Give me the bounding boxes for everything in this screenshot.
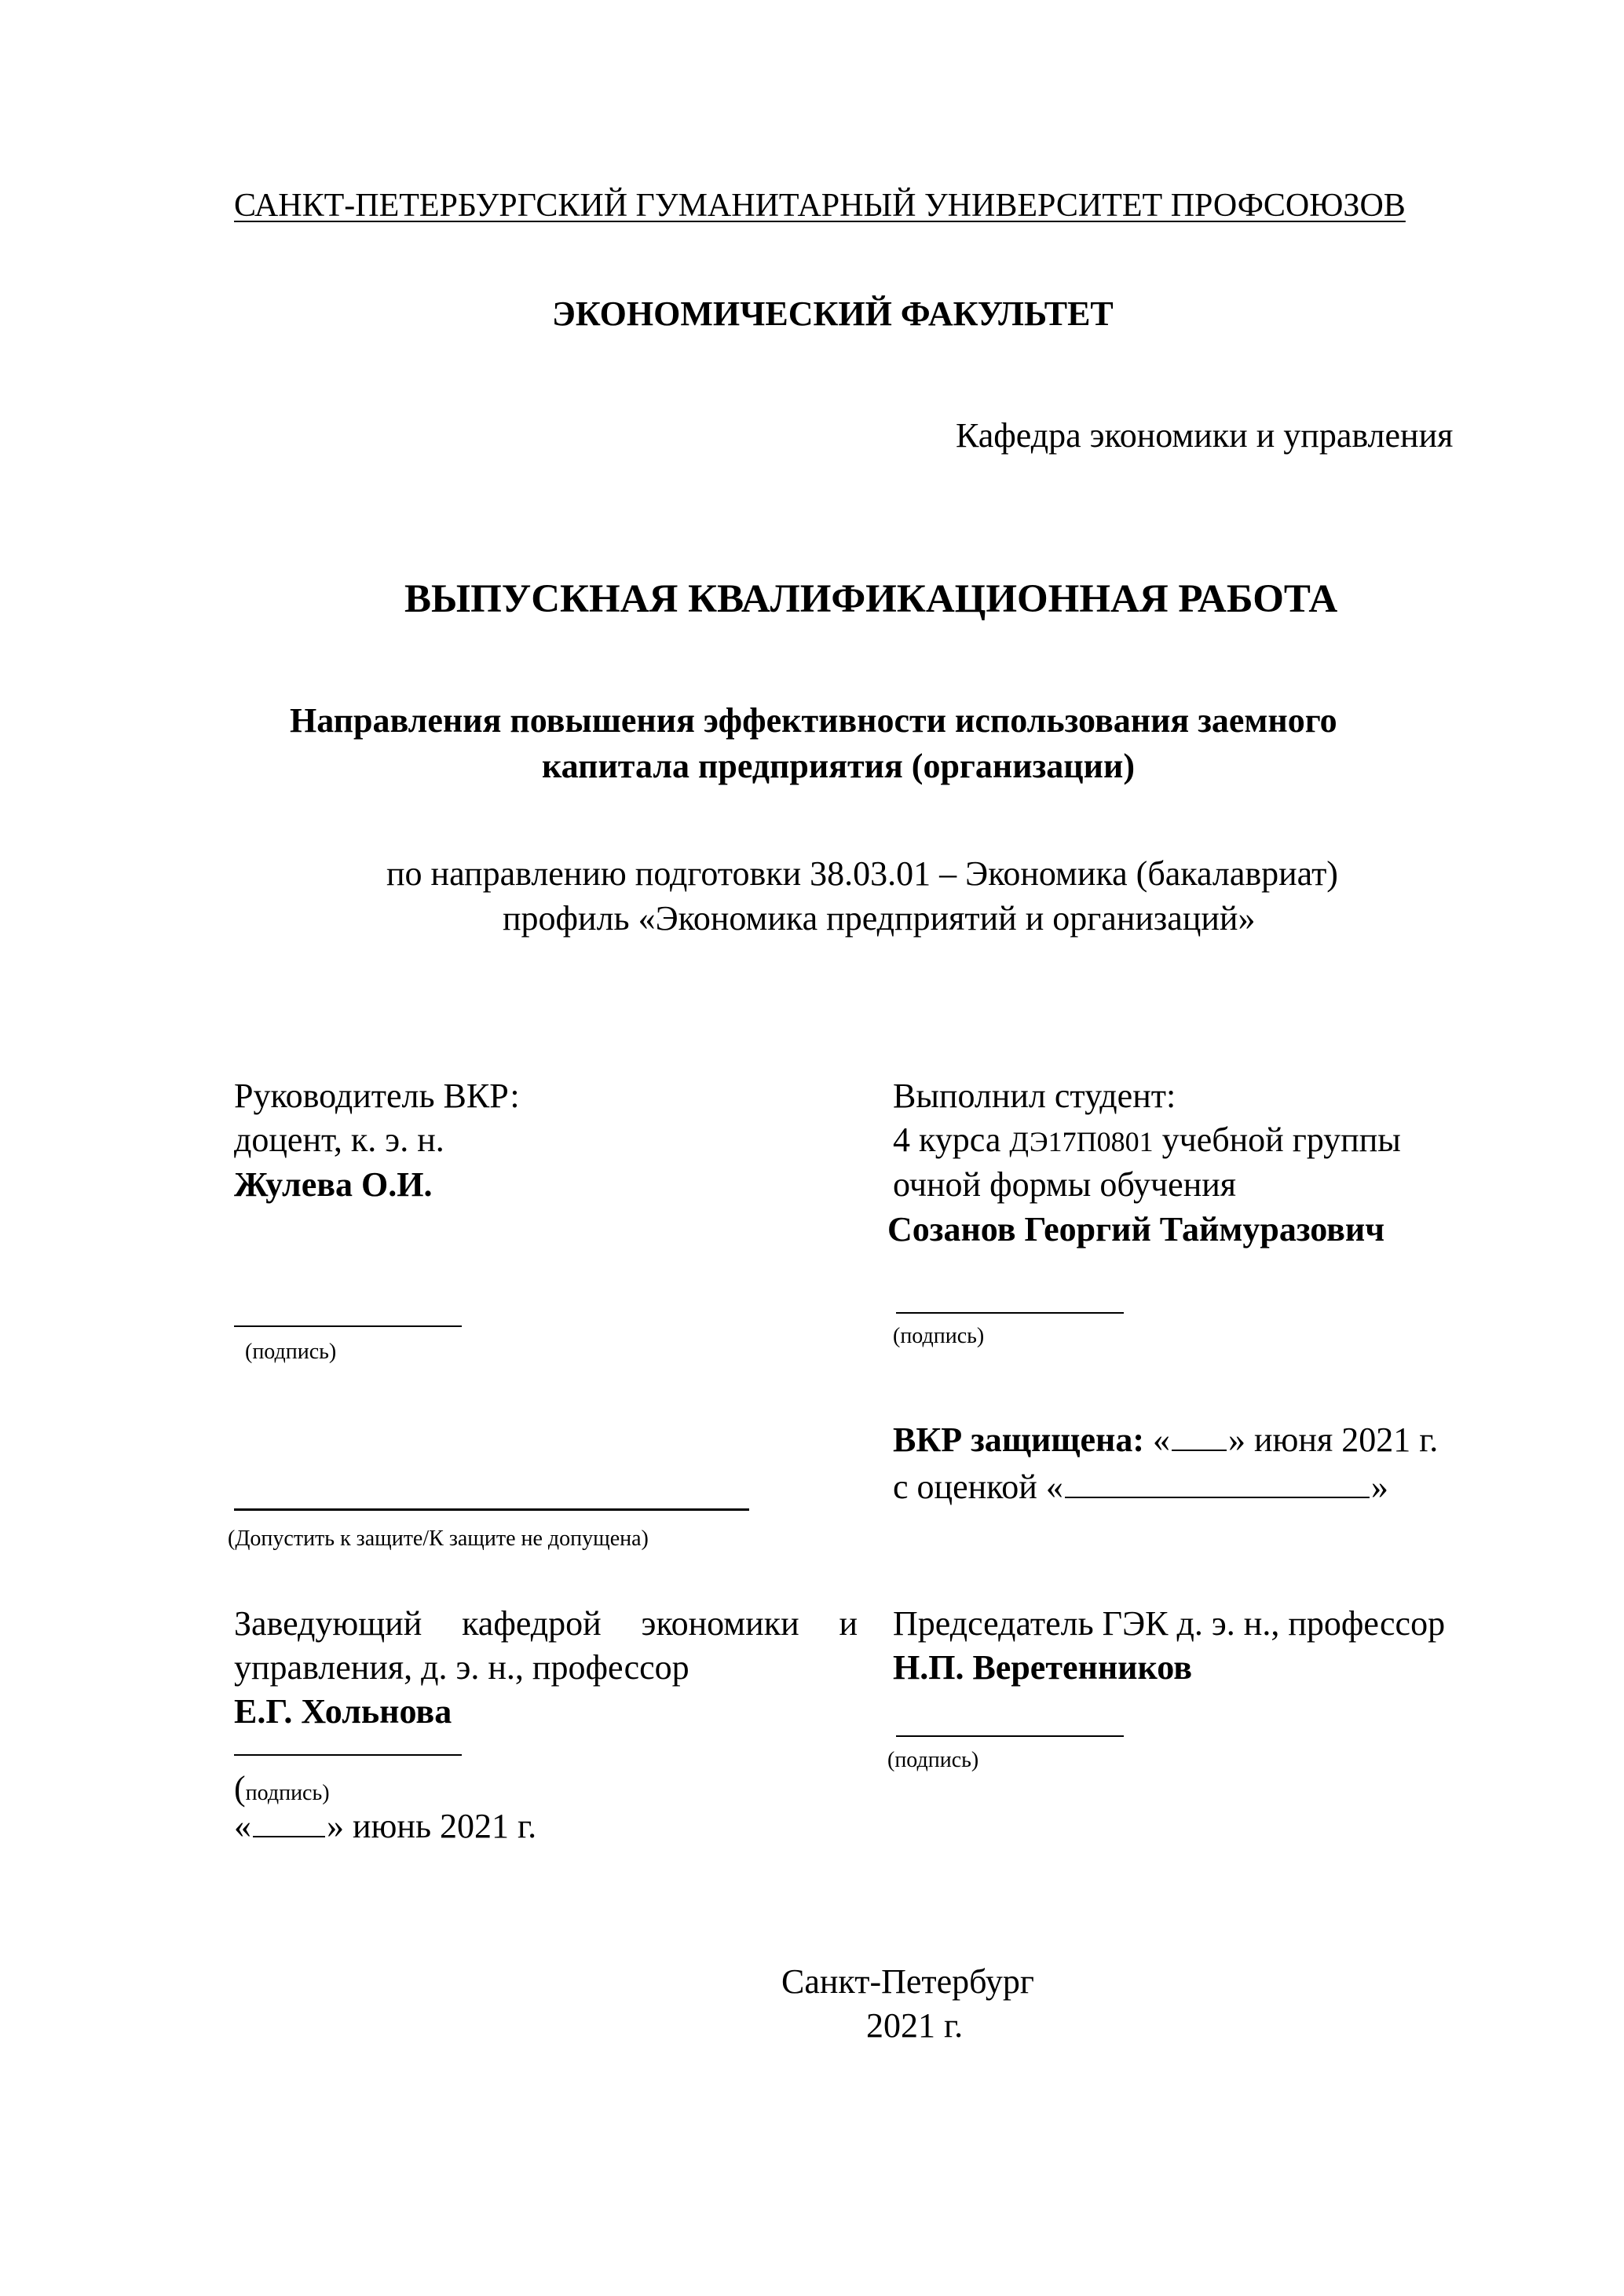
defense-label: ВКР защищена: — [893, 1420, 1144, 1459]
defense-quote-close: » — [1228, 1420, 1245, 1459]
direction-line-2: профиль «Экономика предприятий и организаций» — [503, 899, 1256, 938]
student-group-prefix: 4 курса — [893, 1121, 1010, 1159]
supervisor-position: доцент, к. э. н. — [234, 1121, 444, 1159]
student-signature-line — [896, 1312, 1124, 1314]
grade-suffix: » — [1370, 1468, 1388, 1506]
defense-day-blank — [1172, 1450, 1227, 1451]
grade-blank — [1065, 1497, 1370, 1498]
head-date-quote-close: » — [327, 1807, 344, 1845]
defense-grade-line — [893, 1465, 1388, 1508]
topic-line-2: капитала предприятия (организации) — [542, 747, 1136, 785]
defense-quote-open: « — [1153, 1420, 1170, 1459]
head-name: Е.Г. Хольнова — [234, 1692, 452, 1731]
student-group-line — [893, 1118, 1401, 1161]
supervisor-label: Руководитель ВКР: — [234, 1077, 520, 1115]
footer-year: 2021 г. — [866, 2006, 964, 2045]
student-study-form: очной формы обучения — [893, 1165, 1237, 1204]
document-type-title: ВЫПУСКНАЯ КВАЛИФИКАЦИОННАЯ РАБОТА — [404, 577, 1338, 621]
chairman-signature-line — [896, 1735, 1124, 1737]
department-name: Кафедра экономики и управления — [956, 416, 1454, 455]
student-name: Созанов Георгий Таймуразович — [887, 1210, 1385, 1249]
chairman-signature-caption: (подпись) — [887, 1748, 979, 1772]
supervisor-signature-line — [234, 1325, 462, 1327]
defense-date-line — [893, 1418, 1438, 1461]
admission-caption: (Допустить к защите/К защите не допущена) — [228, 1526, 649, 1551]
direction-line-1: по направлению подготовки 38.03.01 – Экономика (бакалавриат) — [386, 854, 1338, 893]
head-signature-paren: ( — [234, 1769, 246, 1808]
chairman-title: Председатель ГЭК д. э. н., профессор — [893, 1604, 1446, 1643]
head-title-line-1: Заведующий кафедрой экономики и — [234, 1604, 858, 1643]
admission-decision-line — [234, 1508, 749, 1511]
grade-prefix: с оценкой « — [893, 1468, 1063, 1506]
student-group-code: ДЭ17П0801 — [1009, 1126, 1154, 1157]
supervisor-name: Жулева О.И. — [234, 1165, 433, 1204]
footer-city: Санкт-Петербург — [781, 1962, 1034, 2001]
university-name: САНКТ-ПЕТЕРБУРГСКИЙ ГУМАНИТАРНЫЙ УНИВЕРСИТЕТ ПРОФСОЮЗОВ — [234, 188, 1406, 224]
head-signature-line — [234, 1754, 462, 1756]
faculty-name: ЭКОНОМИЧЕСКИЙ ФАКУЛЬТЕТ — [552, 294, 1114, 333]
chairman-name: Н.П. Веретенников — [893, 1648, 1192, 1687]
student-label: Выполнил студент: — [893, 1077, 1176, 1115]
head-signature-caption: подпись) — [245, 1781, 330, 1805]
head-date-day-blank — [253, 1836, 325, 1837]
head-date-quote-open: « — [234, 1807, 251, 1845]
supervisor-signature-caption: (подпись) — [245, 1340, 337, 1364]
student-group-suffix: учебной группы — [1153, 1121, 1401, 1159]
defense-date-rest: июня 2021 г. — [1254, 1420, 1439, 1459]
head-date-line — [234, 1804, 536, 1848]
student-signature-caption: (подпись) — [893, 1324, 985, 1348]
head-date-rest: июнь 2021 г. — [353, 1807, 537, 1845]
topic-line-1: Направления повышения эффективности использования заемного — [290, 701, 1337, 740]
head-signature-caption-line — [234, 1767, 330, 1810]
head-title-line-2: управления, д. э. н., профессор — [234, 1648, 689, 1687]
